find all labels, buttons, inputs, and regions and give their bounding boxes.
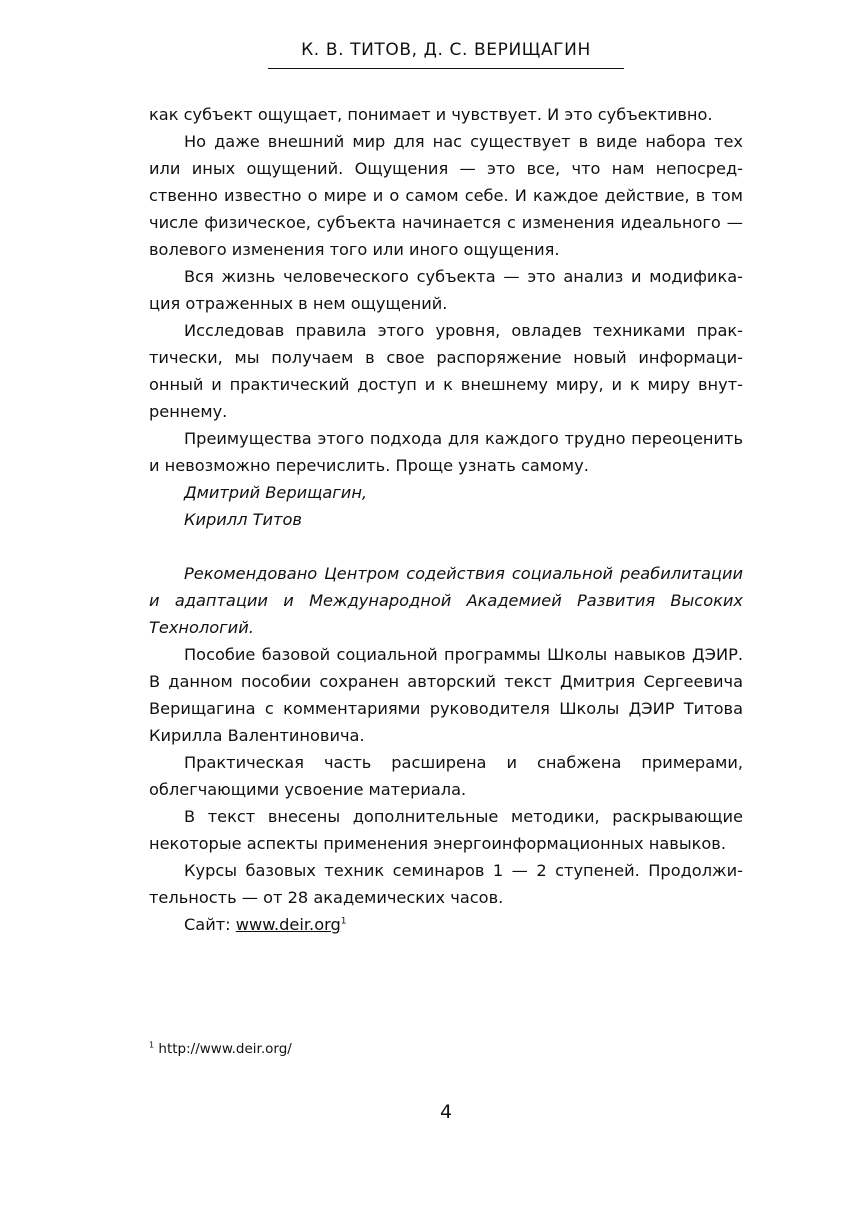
signature-titov: Кирилл Титов: [184, 510, 302, 529]
page-number: 4: [439, 1101, 453, 1123]
recommendation-note: Рекомендовано Центром содействия социальной реабилитации и адаптации и Международной Академией Развития Высоких Технологий.: [149, 564, 743, 637]
paragraph-advantages: Преимущества этого подхода для каждого трудно переоценить и невозможно перечислить. Проще узнать самому.: [149, 429, 743, 475]
signature-verishchagin: Дмитрий Верищагин,: [184, 483, 368, 502]
footnote-reference[interactable]: 1: [340, 916, 347, 927]
footnote-marker: 1: [149, 1040, 155, 1050]
running-head-authors: К. В. ТИТОВ, Д. С. ВЕРИЩАГИН: [301, 40, 591, 60]
site-link[interactable]: www.deir.org: [235, 915, 341, 934]
paragraph-courses: Курсы базовых техник семинаров 1 — 2 ступеней. Продолжительность — от 28 академических часов.: [149, 861, 743, 907]
paragraph-practical-part: Практическая часть расширена и снабжена примерами, облегчающими усвоение материала.: [149, 753, 743, 799]
footnote: [149, 1041, 292, 1057]
paragraph-techniques: Исследовав правила этого уровня, овладев техниками практически, мы получаем в свое распоряжение новый информационный и практический доступ и к внешнему миру, и к миру внутреннему.: [149, 321, 743, 421]
site-line: [149, 911, 743, 938]
footnote-url[interactable]: http://www.deir.org/: [158, 1041, 292, 1057]
paragraph-methods: В текст внесены дополнительные методики, раскрывающие некоторые аспекты применения энергоинформационных навыков.: [149, 807, 743, 853]
header-rule: [268, 68, 624, 69]
paragraph-manual: Пособие базовой социальной программы Школы навыков ДЭИР. В данном пособии сохранен авторский текст Дмитрия Сергеевича Верищагина с комментариями руководителя Школы ДЭИР Титова Кирилла Валентиновича.: [149, 645, 743, 745]
paragraph-continuation: как субъект ощущает, понимает и чувствует. И это субъективно.: [149, 105, 713, 124]
paragraph-human-subject: Вся жизнь человеческого субъекта — это анализ и модификация отраженных в нем ощущений.: [149, 267, 743, 313]
body-text: [149, 101, 743, 938]
paragraph-outer-world: Но даже внешний мир для нас существует в виде набора тех или иных ощущений. Ощущения — это все, что нам непосредственно известно о мире и о самом себе. И каждое действие, в том числе физическое, субъекта начинается с изменения идеального — волевого изменения того или иного ощущения.: [149, 132, 743, 259]
site-label: Сайт:: [184, 915, 236, 934]
